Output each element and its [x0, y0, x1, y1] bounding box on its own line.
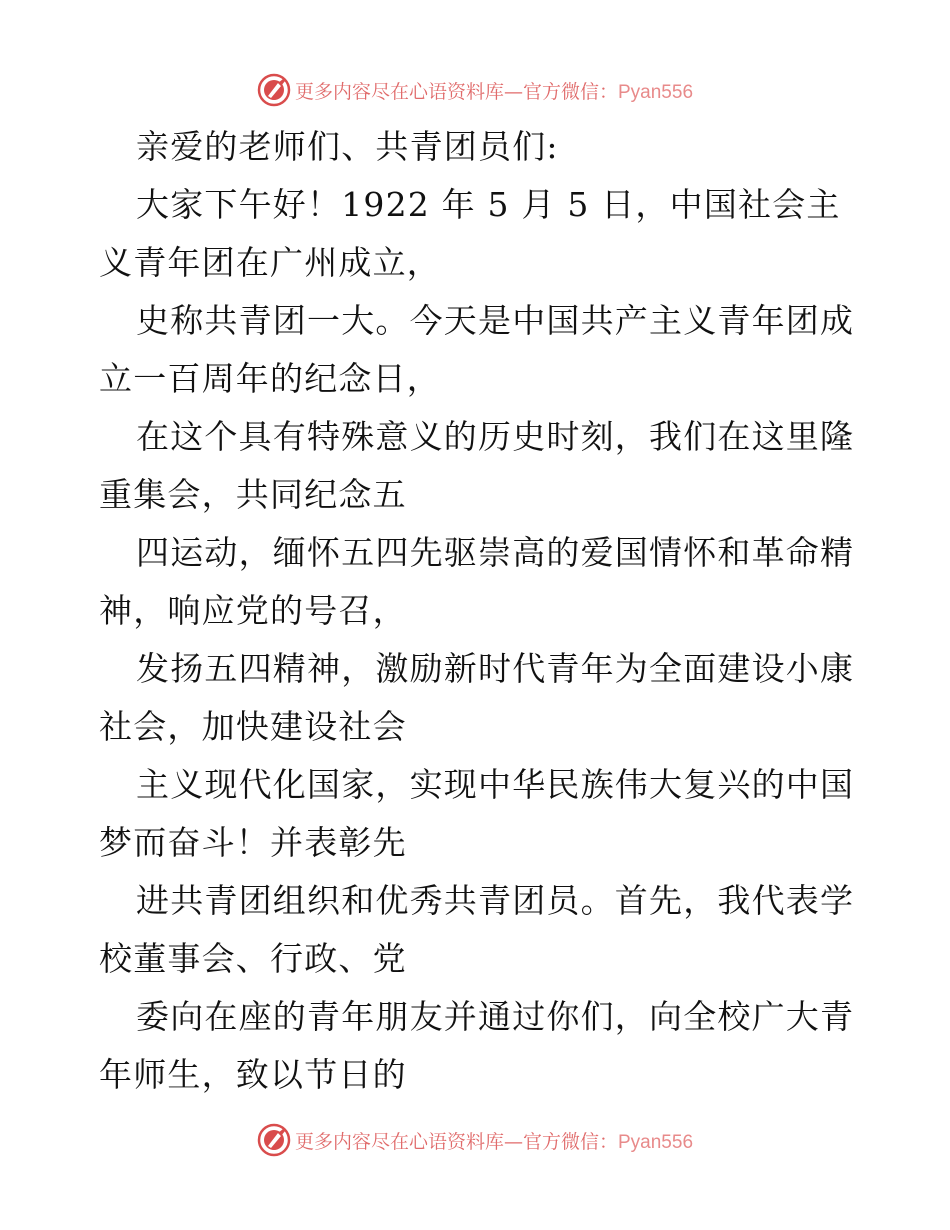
text-line: 发扬五四精神，激励新时代青年为全面建设小康: [136, 649, 855, 688]
pen-nib-icon: [257, 1123, 291, 1157]
banner-text: [295, 77, 693, 104]
text-line: 义青年团在广州成立，: [99, 243, 441, 282]
footer-banner: [0, 1120, 950, 1160]
text-line: 校董事会、行政、党: [99, 939, 407, 978]
pen-nib-icon: [257, 73, 291, 107]
banner-wechat-handle: Pyan556: [618, 81, 694, 103]
text-line: 四运动，缅怀五四先驱崇高的爱国情怀和革命精: [136, 533, 855, 572]
banner-text: [295, 1127, 693, 1154]
text-line: 史称共青团一大。今天是中国共产主义青年团成: [136, 301, 855, 340]
text-line: 社会，加快建设社会: [99, 707, 407, 746]
text-line: 在这个具有特殊意义的历史时刻，我们在这里隆: [136, 417, 855, 456]
header-banner: [0, 70, 950, 110]
banner-main-text: 更多内容尽在心语资料库: [294, 1130, 504, 1153]
text-line: 大家下午好！1922 年 5 月 5 日，中国社会主: [136, 185, 841, 224]
speech-body: [99, 118, 859, 1104]
text-line: 立一百周年的纪念日，: [99, 359, 441, 398]
text-line: 进共青团组织和优秀共青团员。首先，我代表学: [136, 881, 855, 920]
banner-wechat-label: 官方微信：: [522, 80, 618, 103]
text-line: 重集会，共同纪念五: [99, 475, 407, 514]
banner-separator: —: [503, 1130, 523, 1153]
banner-wechat-handle: Pyan556: [618, 1131, 694, 1153]
text-line: 主义现代化国家，实现中华民族伟大复兴的中国: [136, 765, 855, 804]
text-line: 年师生，致以节日的: [99, 1055, 407, 1094]
banner-wechat-label: 官方微信：: [522, 1130, 618, 1153]
text-line: 神，响应党的号召，: [99, 591, 407, 630]
text-line: 梦而奋斗！并表彰先: [99, 823, 407, 862]
text-line: 亲爱的老师们、共青团员们:: [136, 127, 559, 166]
banner-separator: —: [503, 80, 523, 103]
text-line: 委向在座的青年朋友并通过你们，向全校广大青: [136, 997, 855, 1036]
banner-main-text: 更多内容尽在心语资料库: [294, 80, 504, 103]
